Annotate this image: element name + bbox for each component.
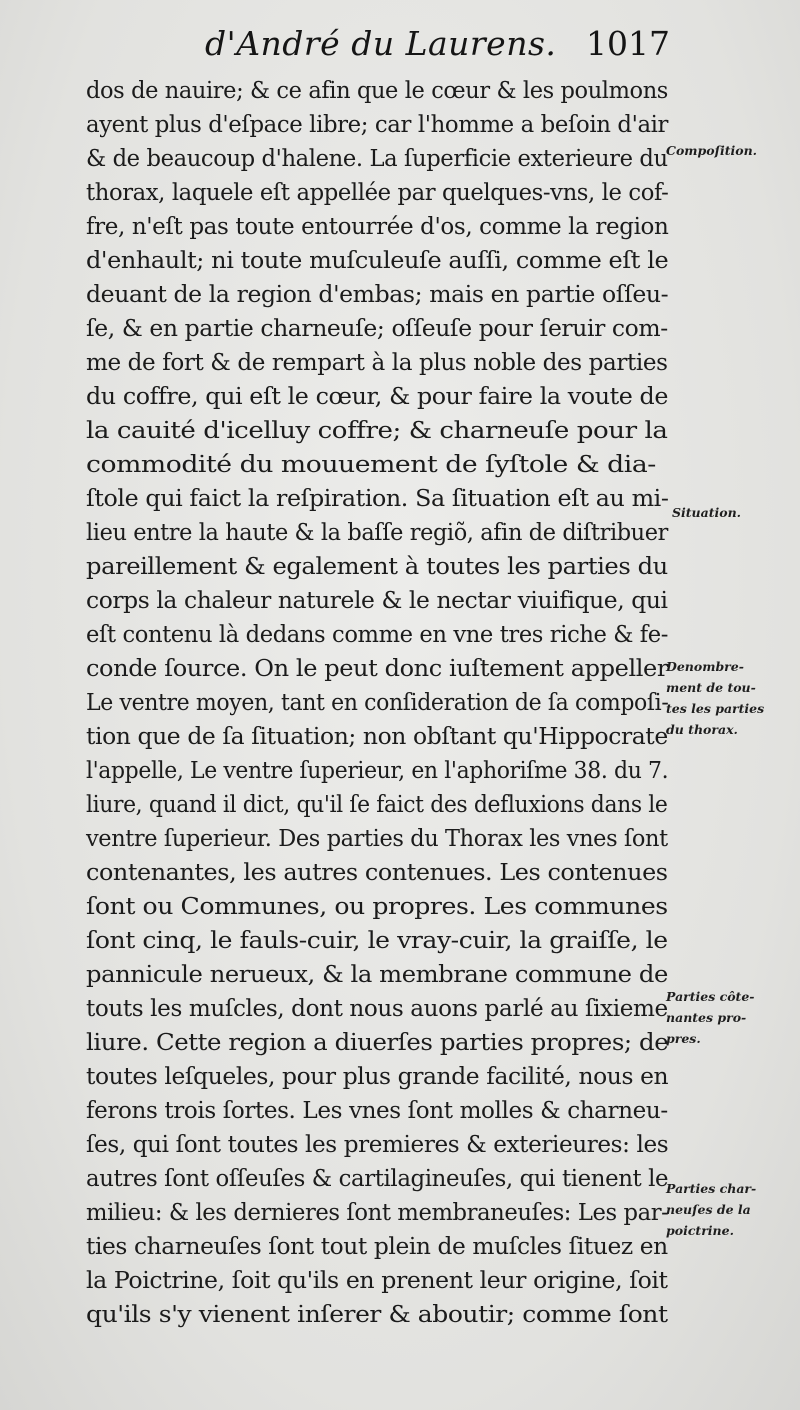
text-line: toutes leſqueles, pour plus grande facilité, nous en — [86, 1063, 669, 1090]
text-line: touts les muſcles, dont nous auons parlé au ſixieme — [86, 995, 668, 1022]
text-line: autres ſont oſſeuſes & cartilagineuſes, qui tienent le — [86, 1165, 669, 1192]
page-number: 1017 — [586, 24, 670, 63]
text-line: la Poictrine, ſoit qu'ils en prenent leur origine, ſoit — [86, 1267, 668, 1294]
text-line: ſes, qui ſont toutes les premieres & exterieures: les — [86, 1131, 669, 1158]
margin-note-fleshy-parts — [666, 1178, 796, 1241]
text-line: eſt contenu là dedans comme en vne tres riche & fe- — [86, 621, 669, 648]
text-line: ties charneuſes ſont tout plein de muſcles ſituez en — [86, 1233, 668, 1260]
text-line: ſont ou Communes, ou propres. Les communes — [86, 893, 668, 920]
text-line: dos de nauire; & ce afin que le cœur & les poulmons — [86, 77, 668, 104]
text-line: thorax, laquele eſt appellée par quelques-vns, le cof- — [86, 179, 669, 206]
text-line: conde ſource. On le peut donc iuſtement appeller — [86, 655, 668, 682]
text-line: pareillement & egalement à toutes les parties du — [86, 553, 668, 580]
text-line: corps la chaleur naturele & le nectar viuifique, qui — [86, 587, 668, 614]
text-line: ſe, & en partie charneuſe; oſſeuſe pour ſeruir com- — [86, 315, 668, 342]
margin-note-line: poictrine. — [666, 1223, 734, 1238]
margin-note-line: Denombre- — [666, 659, 744, 674]
margin-note-proper-parts — [666, 986, 796, 1049]
text-line: Le ventre moyen, tant en conſideration de ſa compoſi- — [86, 689, 669, 716]
margin-note-line: neuſes de la — [666, 1202, 751, 1217]
text-line: fre, n'eſt pas toute entourrée d'os, comme la region — [86, 213, 669, 240]
text-line: deuant de la region d'embas; mais en partie oſſeu- — [86, 281, 669, 308]
margin-note-line: Situation. — [672, 505, 742, 520]
text-line: la cauité d'icelluy coffre; & charneuſe pour la — [86, 417, 668, 444]
margin-note-enumeration — [666, 656, 796, 740]
margin-note-composition — [666, 140, 796, 161]
text-line: tion que de ſa ſituation; non obſtant qu'Hippocrate — [86, 723, 668, 750]
text-line: du coffre, qui eſt le cœur, & pour faire la voute de — [86, 383, 668, 410]
text-line: l'appelle, Le ventre ſuperieur, en l'aphoriſme 38. du 7. — [86, 757, 669, 784]
text-line: milieu: & les dernieres ſont membraneuſes: Les par- — [86, 1199, 669, 1226]
text-line: pannicule nerueux, & la membrane commune de — [86, 961, 668, 988]
margin-note-line: Parties char- — [666, 1181, 757, 1196]
text-line: me de fort & de rempart à la plus noble des parties — [86, 349, 668, 376]
text-line: ventre ſuperieur. Des parties du Thorax les vnes ſont — [86, 825, 668, 852]
text-line: liure, quand il dict, qu'il ſe faict des defluxions dans le — [86, 791, 668, 818]
text-line: lieu entre la haute & la baſſe regiõ, afin de diſtribuer — [86, 519, 668, 546]
margin-note-line: Compoſition. — [666, 143, 758, 158]
text-line: ſtole qui faict la reſpiration. Sa ſituation eſt au mi- — [86, 485, 669, 512]
text-line: d'enhault; ni toute muſculeuſe auſſi, comme eſt le — [86, 247, 669, 274]
text-line: commodité du mouuement de ſyſtole & dia- — [86, 451, 656, 478]
text-line: ferons trois ſortes. Les vnes ſont molles & charneu- — [86, 1097, 668, 1124]
text-line: liure. Cette region a diuerſes parties propres; de — [86, 1029, 669, 1056]
page-header — [0, 20, 800, 70]
margin-note-line: Parties côte- — [666, 989, 755, 1004]
margin-note-line: ment de tou- — [666, 680, 756, 695]
margin-note-situation — [672, 502, 800, 523]
text-line: ayent plus d'eſpace libre; car l'homme a beſoin d'air — [86, 111, 669, 138]
margin-note-line: pres. — [666, 1031, 701, 1046]
text-line: qu'ils s'y vienent inſerer & aboutir; comme ſont — [86, 1301, 668, 1328]
body-text — [86, 74, 668, 1332]
running-title: d'André du Laurens. — [205, 24, 557, 63]
text-line: & de beaucoup d'halene. La ſuperficie exterieure du — [86, 145, 668, 172]
margin-note-line: du thorax. — [666, 722, 738, 737]
text-line: ſont cinq, le fauls-cuir, le vray-cuir, la graiſſe, le — [86, 927, 668, 954]
margin-note-line: nantes pro- — [666, 1010, 747, 1025]
text-line: contenantes, les autres contenues. Les contenues — [86, 859, 668, 886]
margin-note-line: tes les parties — [666, 701, 765, 716]
